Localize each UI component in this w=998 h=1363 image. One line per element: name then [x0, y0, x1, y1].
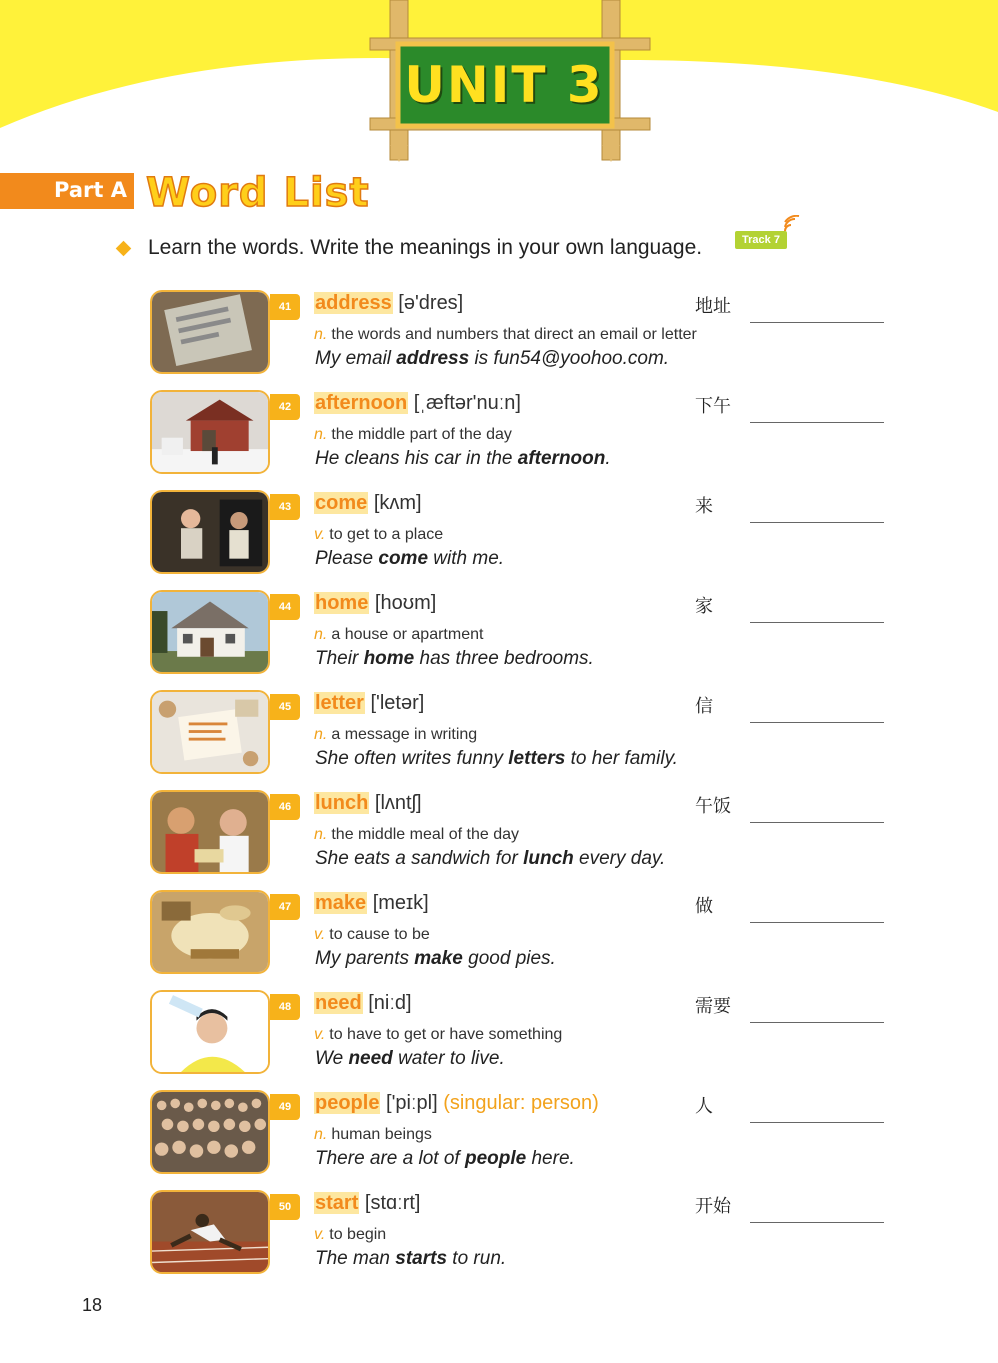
part-of-speech: n.	[314, 726, 328, 743]
audio-waves-icon	[783, 215, 803, 233]
example-pre: My email	[315, 348, 397, 369]
definition-text: to begin	[329, 1226, 387, 1243]
translation: 做	[695, 896, 713, 917]
bullet-diamond-icon	[116, 241, 132, 257]
definition-text: human beings	[331, 1126, 432, 1143]
example-pre: The man	[315, 1248, 396, 1269]
pronunciation: [kʌm]	[373, 492, 422, 514]
word-picture	[150, 490, 270, 574]
word-picture	[150, 790, 270, 874]
part-label: Part A	[54, 178, 127, 202]
part-tab	[0, 173, 134, 209]
example-sentence	[315, 948, 556, 970]
pronunciation: [niːd]	[368, 992, 412, 1014]
word-headline	[314, 392, 521, 415]
example-sentence	[315, 1048, 505, 1070]
definition	[314, 1126, 432, 1144]
word-entry	[0, 990, 998, 1090]
example-pre: Their	[315, 648, 364, 669]
word-headline	[314, 792, 422, 815]
definition-text: the middle meal of the day	[331, 826, 520, 843]
definition	[314, 926, 430, 944]
definition	[314, 426, 512, 444]
word-entry	[0, 1190, 998, 1290]
word-picture	[150, 590, 270, 674]
vocab-word: letter	[315, 692, 364, 714]
pronunciation: ['piːpl]	[386, 1092, 438, 1114]
word-picture	[150, 390, 270, 474]
word-headline	[314, 1092, 599, 1115]
word-headline	[314, 892, 429, 915]
vocab-word: need	[315, 992, 362, 1014]
track-number: 44	[270, 594, 300, 620]
part-of-speech: v.	[314, 1226, 326, 1243]
answer-line[interactable]	[750, 722, 884, 723]
pronunciation: [hoʊm]	[374, 592, 437, 614]
answer-line[interactable]	[750, 822, 884, 823]
answer-line[interactable]	[750, 522, 884, 523]
pronunciation: [meɪk]	[372, 892, 429, 914]
translation: 午饭	[695, 796, 731, 817]
definition	[314, 826, 519, 844]
definition-text: to get to a place	[329, 526, 444, 543]
example-keyword: letters	[508, 748, 566, 769]
pronunciation: [lʌntʃ]	[374, 792, 422, 814]
translation: 家	[695, 596, 713, 617]
example-pre: We	[315, 1048, 349, 1069]
example-post: .	[605, 448, 611, 469]
example-pre: He cleans his car in the	[315, 448, 518, 469]
part-of-speech: n.	[314, 1126, 328, 1143]
answer-line[interactable]	[750, 622, 884, 623]
vocab-word: come	[315, 492, 368, 514]
vocab-word: start	[315, 1192, 359, 1214]
example-keyword: starts	[395, 1248, 448, 1269]
part-of-speech: n.	[314, 326, 328, 343]
example-pre: My parents	[315, 948, 415, 969]
example-keyword: people	[464, 1148, 527, 1169]
example-post: good pies.	[462, 948, 556, 969]
example-keyword: make	[414, 948, 463, 969]
word-picture	[150, 890, 270, 974]
word-entry	[0, 690, 998, 790]
word-entry	[0, 890, 998, 990]
example-post: is fun54@yoohoo.com.	[469, 348, 670, 369]
example-sentence	[315, 848, 665, 870]
example-keyword: lunch	[523, 848, 574, 869]
definition-text: to cause to be	[329, 926, 430, 943]
example-pre: She often writes funny	[315, 748, 509, 769]
section-title: Word List	[146, 170, 370, 216]
word-entry	[0, 1090, 998, 1190]
word-headline	[314, 1192, 421, 1215]
definition	[314, 326, 697, 344]
example-keyword: need	[348, 1048, 393, 1069]
example-post: has three bedrooms.	[414, 648, 594, 669]
example-sentence	[315, 648, 594, 670]
vocab-word: lunch	[315, 792, 369, 814]
part-of-speech: n.	[314, 826, 328, 843]
translation: 人	[695, 1096, 713, 1117]
word-picture	[150, 290, 270, 374]
track-number: 46	[270, 794, 300, 820]
answer-line[interactable]	[750, 322, 884, 323]
definition	[314, 626, 483, 644]
example-sentence	[315, 1248, 506, 1270]
translation: 来	[695, 496, 713, 517]
part-of-speech: v.	[314, 926, 326, 943]
translation: 下午	[695, 396, 731, 417]
example-sentence	[315, 1148, 575, 1170]
track-number: 41	[270, 294, 300, 320]
word-picture	[150, 1190, 270, 1274]
word-entry	[0, 790, 998, 890]
unit-title: UNIT 3	[404, 56, 604, 114]
example-post: every day.	[573, 848, 666, 869]
word-headline	[314, 692, 424, 715]
page-number: 18	[82, 1295, 103, 1315]
pronunciation: ['letər]	[370, 692, 425, 714]
example-pre: She eats a sandwich for	[315, 848, 524, 869]
answer-line[interactable]	[750, 922, 884, 923]
answer-line[interactable]	[750, 422, 884, 423]
word-picture	[150, 690, 270, 774]
part-of-speech: n.	[314, 626, 328, 643]
word-picture	[150, 990, 270, 1074]
track-number: 43	[270, 494, 300, 520]
track-number: 47	[270, 894, 300, 920]
example-keyword: address	[396, 348, 470, 369]
definition	[314, 1226, 386, 1244]
definition-text: a message in writing	[331, 726, 478, 743]
definition	[314, 1026, 562, 1044]
word-entry	[0, 490, 998, 590]
translation: 地址	[695, 296, 731, 317]
vocab-word: people	[315, 1092, 380, 1114]
track-number: 48	[270, 994, 300, 1020]
translation: 信	[695, 696, 713, 717]
translation: 需要	[695, 996, 731, 1017]
definition-text: a house or apartment	[331, 626, 484, 643]
example-keyword: come	[378, 548, 429, 569]
word-entry	[0, 590, 998, 690]
track-number: 45	[270, 694, 300, 720]
track-number: 49	[270, 1094, 300, 1120]
word-note: (singular: person)	[443, 1092, 599, 1114]
word-entry	[0, 390, 998, 490]
example-post: water to live.	[392, 1048, 505, 1069]
example-sentence	[315, 748, 678, 770]
answer-line[interactable]	[750, 1022, 884, 1023]
example-keyword: home	[363, 648, 415, 669]
vocab-word: address	[315, 292, 392, 314]
pronunciation: [stɑːrt]	[364, 1192, 421, 1214]
example-post: with me.	[428, 548, 505, 569]
example-sentence	[315, 548, 504, 570]
example-pre: Please	[315, 548, 379, 569]
pronunciation: [ə'dres]	[398, 292, 464, 314]
example-post: to her family.	[565, 748, 678, 769]
definition	[314, 526, 443, 544]
part-of-speech: v.	[314, 1026, 326, 1043]
word-headline	[314, 492, 422, 515]
word-picture	[150, 1090, 270, 1174]
audio-track-badge[interactable]: Track 7	[735, 231, 787, 249]
word-headline	[314, 292, 463, 315]
example-pre: There are a lot of	[315, 1148, 465, 1169]
definition	[314, 726, 477, 744]
word-headline	[314, 992, 412, 1015]
answer-line[interactable]	[750, 1122, 884, 1123]
pronunciation: [ˌæftər'nuːn]	[413, 392, 521, 414]
vocab-word: home	[315, 592, 369, 614]
vocab-word: afternoon	[315, 392, 408, 414]
definition-text: the middle part of the day	[331, 426, 512, 443]
example-post: here.	[526, 1148, 575, 1169]
example-keyword: afternoon	[517, 448, 606, 469]
definition-text: to have to get or have something	[329, 1026, 563, 1043]
instructions: Learn the words. Write the meanings in your own language.	[148, 236, 703, 259]
word-entry	[0, 290, 998, 390]
definition-text: the words and numbers that direct an email or letter	[331, 326, 697, 343]
answer-line[interactable]	[750, 1222, 884, 1223]
example-sentence	[315, 448, 611, 470]
part-of-speech: n.	[314, 426, 328, 443]
example-sentence	[315, 348, 669, 370]
vocab-word: make	[315, 892, 367, 914]
translation: 开始	[695, 1196, 731, 1217]
example-post: to run.	[447, 1248, 507, 1269]
part-of-speech: v.	[314, 526, 326, 543]
track-number: 42	[270, 394, 300, 420]
word-headline	[314, 592, 436, 615]
track-number: 50	[270, 1194, 300, 1220]
